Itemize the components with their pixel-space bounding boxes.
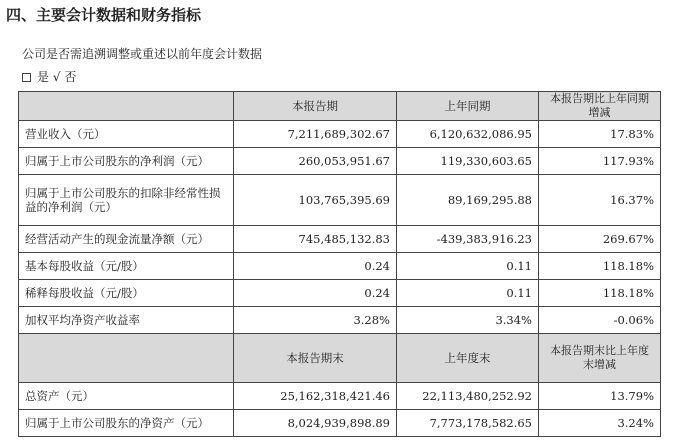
- row-current: 745,485,132.83: [234, 226, 397, 253]
- row-label: 归属于上市公司股东的净资产（元）: [19, 410, 234, 437]
- row-change: 13.79%: [539, 383, 661, 410]
- row-current: 8,024,939,898.89: [234, 410, 397, 437]
- row-prior: 0.11: [397, 253, 539, 280]
- restatement-question: 公司是否需追溯调整或重述以前年度会计数据: [22, 47, 263, 61]
- table-row: [19, 280, 661, 307]
- table-row: [19, 383, 661, 410]
- row-current: 3.28%: [234, 307, 397, 334]
- row-change: 118.18%: [539, 253, 661, 280]
- row-label: 基本每股收益（元/股）: [19, 253, 234, 280]
- row-prior: 3.34%: [397, 307, 539, 334]
- row-label: 营业收入（元）: [19, 121, 234, 148]
- checkbox-icon: [22, 73, 31, 82]
- row-change: 17.83%: [539, 121, 661, 148]
- row-label: 稀释每股收益（元/股）: [19, 280, 234, 307]
- row-prior: -439,383,916.23: [397, 226, 539, 253]
- row-prior: 119,330,603.65: [397, 148, 539, 175]
- table-row: [19, 307, 661, 334]
- table-row: [19, 175, 661, 226]
- row-label: 归属于上市公司股东的净利润（元）: [19, 148, 234, 175]
- row-change: -0.06%: [539, 307, 661, 334]
- answer-no: 否: [64, 70, 77, 84]
- check-mark: √: [52, 70, 61, 84]
- row-prior: 7,773,178,582.65: [397, 410, 539, 437]
- row-label: 归属于上市公司股东的扣除非经常性损益的净利润（元）: [19, 175, 234, 226]
- table-row: [19, 253, 661, 280]
- row-prior: 22,113,480,252.92: [397, 383, 539, 410]
- row-current: 25,162,318,421.46: [234, 383, 397, 410]
- row-change: 118.18%: [539, 280, 661, 307]
- row-change: 16.37%: [539, 175, 661, 226]
- table2-header-current: 本报告期末: [234, 334, 397, 383]
- section-heading: 四、主要会计数据和财务指标: [6, 6, 202, 24]
- table-row: [19, 410, 661, 437]
- table1-header-change: 本报告期比上年同期增减: [539, 92, 661, 121]
- row-label: 加权平均净资产收益率: [19, 307, 234, 334]
- row-change: 3.24%: [539, 410, 661, 437]
- row-current: 103,765,395.69: [234, 175, 397, 226]
- row-label: 总资产（元）: [19, 383, 234, 410]
- table1-header-blank: [19, 92, 234, 121]
- table2-header-row: [19, 334, 661, 383]
- row-current: 7,211,689,302.67: [234, 121, 397, 148]
- row-current: 0.24: [234, 253, 397, 280]
- row-current: 260,053,951.67: [234, 148, 397, 175]
- restatement-answer: [22, 68, 76, 85]
- table1-header-row: [19, 92, 661, 121]
- table2-header-blank: [19, 334, 234, 383]
- table-row: [19, 148, 661, 175]
- table1-header-prior: 上年同期: [397, 92, 539, 121]
- row-prior: 6,120,632,086.95: [397, 121, 539, 148]
- financial-data-table: [18, 91, 661, 437]
- row-prior: 89,169,295.88: [397, 175, 539, 226]
- answer-yes: 是: [37, 70, 50, 84]
- row-change: 269.67%: [539, 226, 661, 253]
- table2-header-prior: 上年度末: [397, 334, 539, 383]
- row-current: 0.24: [234, 280, 397, 307]
- table-row: [19, 226, 661, 253]
- row-change: 117.93%: [539, 148, 661, 175]
- table2-header-change: 本报告期末比上年度末增减: [539, 334, 661, 383]
- row-prior: 0.11: [397, 280, 539, 307]
- table1-header-current: 本报告期: [234, 92, 397, 121]
- table-row: [19, 121, 661, 148]
- row-label: 经营活动产生的现金流量净额（元）: [19, 226, 234, 253]
